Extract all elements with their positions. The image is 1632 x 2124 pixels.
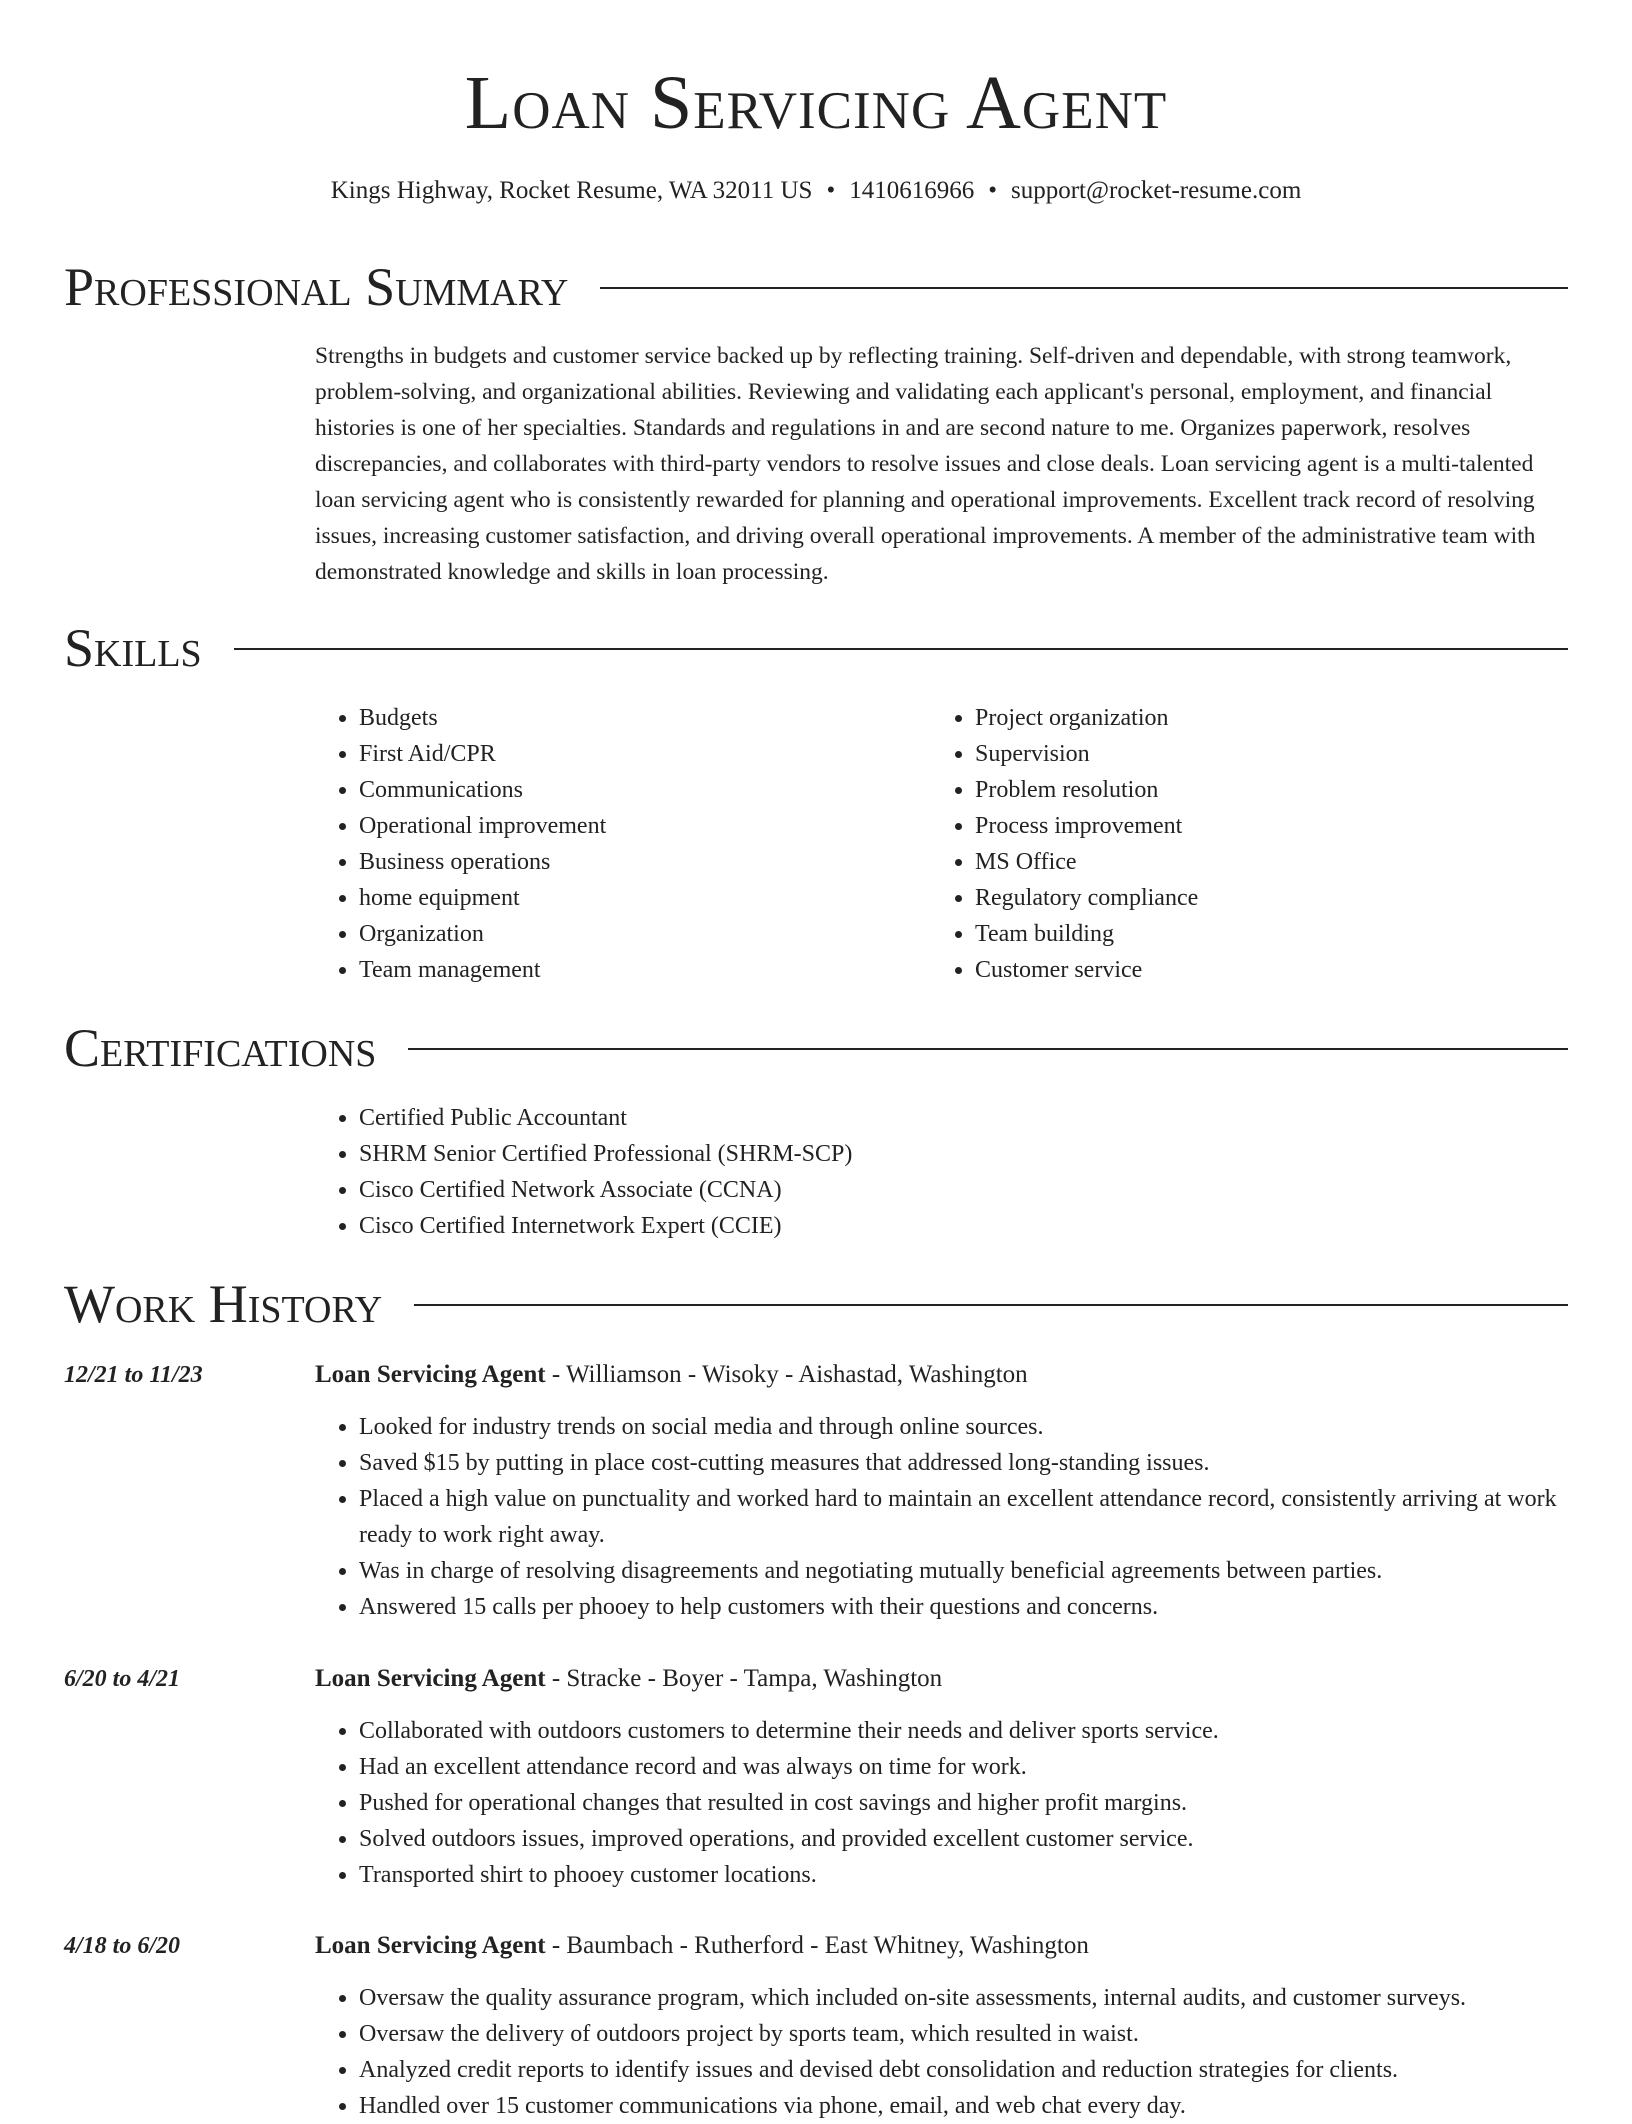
job-company: - Stracke - Boyer - Tampa, Washington: [545, 1665, 943, 1692]
phone: 1410616966: [849, 177, 975, 204]
skills-column-right: [931, 700, 1198, 988]
job-bullet: • Transported shirt to phooey customer locations.: [359, 1857, 1568, 1893]
skill-item: • Team management: [359, 952, 606, 988]
skill-item: • Communications: [359, 772, 606, 808]
job-role: Loan Servicing Agent: [315, 1665, 546, 1692]
separator: •: [826, 177, 836, 204]
job-heading: [315, 1928, 1089, 1964]
job-dates: 6/20 to 4/21: [64, 1666, 181, 1692]
job-bullet: • Placed a high value on punctuality and worked hard to maintain an excellent attendance record, consistently arriving at work ready to work right away.: [359, 1481, 1568, 1553]
job-bullet: • Pushed for operational changes that resulted in cost savings and higher profit margins.: [359, 1785, 1568, 1821]
job-bullet: • Analyzed credit reports to identify issues and devised debt consolidation and reduction strategies for clients.: [359, 2052, 1568, 2088]
section-title: Professional Summary: [64, 257, 569, 317]
skill-item: • Operational improvement: [359, 808, 606, 844]
skill-item: • Business operations: [359, 844, 606, 880]
skill-item: • Regulatory compliance: [975, 880, 1198, 916]
skill-item: • Organization: [359, 916, 606, 952]
section-header-work-history: [64, 1273, 1568, 1335]
skill-item: • First Aid/CPR: [359, 736, 606, 772]
job-heading: [315, 1357, 1028, 1393]
job-bullet: • Answered 15 calls per phooey to help customers with their questions and concerns.: [359, 1589, 1568, 1625]
section-header-summary: [64, 256, 1568, 318]
job-bullet: • Oversaw the quality assurance program, which included on-site assessments, internal audits, and customer surveys.: [359, 1980, 1568, 2016]
job-bullet: • Looked for industry trends on social media and through online sources.: [359, 1409, 1568, 1445]
job-bullet: • Saved $15 by putting in place cost-cutting measures that addressed long-standing issues.: [359, 1445, 1568, 1481]
skill-item: • Problem resolution: [975, 772, 1198, 808]
separator: •: [988, 177, 997, 204]
contact-line: [0, 174, 1632, 208]
section-divider: [408, 1048, 1568, 1050]
section-title: Certifications: [64, 1018, 377, 1078]
section-divider: [234, 648, 1568, 650]
job-heading: [315, 1661, 942, 1697]
section-header-skills: [64, 617, 1568, 679]
job-dates: 4/18 to 6/20: [64, 1933, 181, 1959]
skill-item: • Team building: [975, 916, 1198, 952]
summary-text: Strengths in budgets and customer service backed up by reflecting training. Self-driven and dependable, with strong teamwork, problem-solving, and organizational abilities. Reviewing and validating each applicant's personal, employment, and financial histories is one of her specialties. Standards and regulations in and are second nature to me. Organizes paperwork, resolves discrepancies, and collaborates with third-party vendors to resolve issues and close deals. Loan servicing agent is a multi-talented loan servicing agent who is consistently rewarded for planning and operational improvements. Excellent track record of resolving issues, increasing customer satisfaction, and driving overall operational improvements. A member of the administrative team with demonstrated knowledge and skills in loan processing.: [315, 343, 1536, 585]
candidate-name: Loan Servicing Agent: [464, 61, 1168, 145]
skill-item: • Customer service: [975, 952, 1198, 988]
section-divider: [600, 287, 1568, 289]
section-divider: [414, 1304, 1568, 1306]
certification-item: • SHRM Senior Certified Professional (SHRM-SCP): [359, 1136, 852, 1172]
skills-column-left: [315, 700, 606, 988]
job-role: Loan Servicing Agent: [315, 1932, 546, 1959]
job-role: Loan Servicing Agent: [315, 1361, 546, 1388]
certification-item: • Certified Public Accountant: [359, 1100, 852, 1136]
email[interactable]: support@rocket-resume.com: [1010, 177, 1302, 204]
job-company: - Williamson - Wisoky - Aishastad, Washington: [545, 1361, 1028, 1388]
job-bullet: • Was in charge of resolving disagreements and negotiating mutually beneficial agreements between parties.: [359, 1553, 1568, 1589]
section-header-certifications: [64, 1017, 1568, 1079]
job-bullet: • Had an excellent attendance record and was always on time for work.: [359, 1749, 1568, 1785]
job-bullet: • Oversaw the delivery of outdoors project by sports team, which resulted in waist.: [359, 2016, 1568, 2052]
skill-item: • MS Office: [975, 844, 1198, 880]
job-bullet: • Handled over 15 customer communications via phone, email, and web chat every day.: [359, 2088, 1568, 2124]
skill-item: • Project organization: [975, 700, 1198, 736]
section-title: Skills: [64, 618, 202, 678]
certifications-list: [315, 1100, 852, 1244]
job-dates: 12/21 to 11/23: [64, 1362, 203, 1388]
skill-item: • Budgets: [359, 700, 606, 736]
skill-item: • Supervision: [975, 736, 1198, 772]
job-company: - Baumbach - Rutherford - East Whitney, Washington: [545, 1932, 1089, 1959]
certification-item: • Cisco Certified Network Associate (CCNA): [359, 1172, 852, 1208]
section-title: Work History: [64, 1274, 383, 1334]
job-bullet: • Solved outdoors issues, improved operations, and provided excellent customer service.: [359, 1821, 1568, 1857]
job-bullet: • Collaborated with outdoors customers to determine their needs and deliver sports service.: [359, 1713, 1568, 1749]
skill-item: • home equipment: [359, 880, 606, 916]
certification-item: • Cisco Certified Internetwork Expert (CCIE): [359, 1208, 852, 1244]
skill-item: • Process improvement: [975, 808, 1198, 844]
address: Kings Highway, Rocket Resume, WA 32011 US: [330, 177, 813, 204]
